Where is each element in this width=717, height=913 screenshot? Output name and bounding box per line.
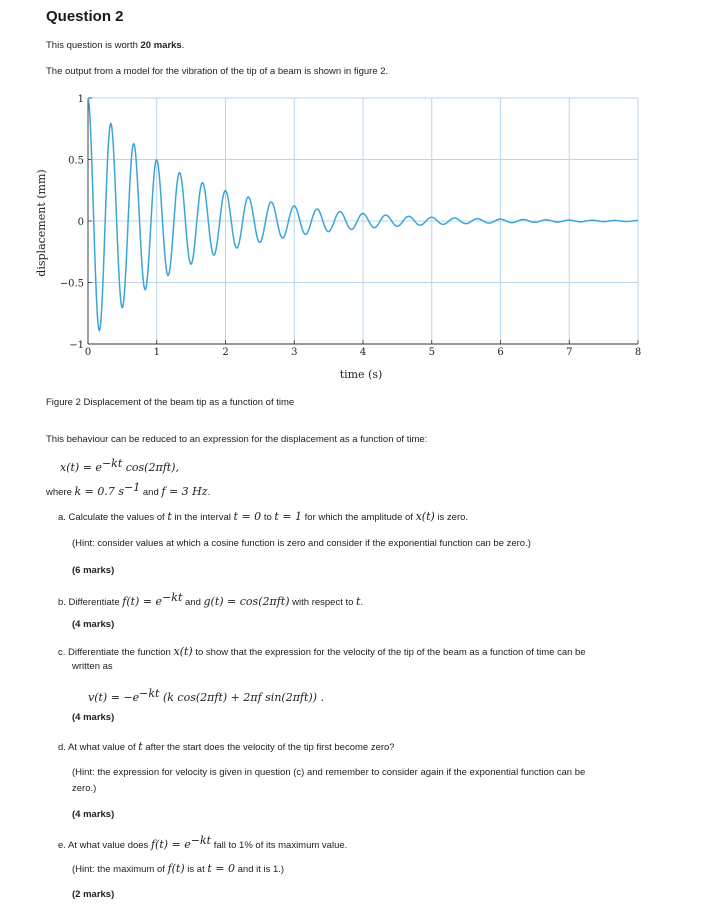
- equation-exponent: −kt: [101, 457, 123, 470]
- part-a-hint: (Hint: consider values at which a cosine function is zero and consider if the exponential function can be zero.): [72, 538, 531, 549]
- math: x(t): [415, 510, 435, 523]
- equation-rhs: cos(2πft),: [122, 461, 179, 475]
- part-a-marks: (6 marks): [72, 565, 115, 576]
- text: (Hint: the maximum of: [72, 864, 168, 875]
- y-tick-label: 0: [77, 217, 84, 228]
- part-a-question: [58, 510, 468, 523]
- math: t: [167, 510, 172, 523]
- math: g(t) = cos(2πft): [203, 595, 290, 609]
- y-tick-labels: [60, 94, 84, 351]
- text: in the interval: [171, 512, 234, 523]
- math: v(t) = −e: [88, 691, 140, 705]
- text: fall to 1% of its maximum value.: [211, 840, 348, 852]
- text: and: [182, 597, 204, 609]
- math: x(t): [173, 645, 193, 658]
- part-c-question-line2: written as: [72, 661, 113, 672]
- f-definition: f = 3 Hz: [161, 485, 208, 499]
- y-tick-label: −1: [69, 340, 84, 351]
- x-tick-label: 2: [222, 347, 229, 358]
- math: t: [356, 595, 361, 609]
- figure-intro-text: The output from a model for the vibration of the tip of a beam is shown in figure 2.: [46, 66, 389, 77]
- part-e-marks: (2 marks): [72, 889, 115, 900]
- where-suffix: .: [207, 487, 211, 499]
- math: f(t) = e: [150, 838, 191, 852]
- k-definition: k = 0.7 s: [74, 485, 125, 499]
- marks-prefix: This question is worth: [46, 40, 141, 51]
- where-and: and: [140, 487, 162, 499]
- text: is at: [184, 864, 208, 875]
- text: is zero.: [434, 512, 469, 523]
- math: f(t) = e: [122, 595, 163, 609]
- x-tick-label: 7: [566, 347, 573, 358]
- text: a. Calculate the values of: [58, 512, 168, 523]
- figure-caption: Figure 2 Displacement of the beam tip as a function of time: [46, 397, 295, 408]
- x-axis-label: time (s): [339, 368, 383, 381]
- part-e-hint: [72, 862, 284, 875]
- text: and it is 1.): [234, 864, 285, 875]
- text: to: [261, 512, 275, 523]
- part-b-question: [58, 591, 363, 608]
- behaviour-text: This behaviour can be reduced to an expression for the displacement as a function of time:: [46, 434, 428, 445]
- text: after the start does the velocity of the tip first become zero?: [142, 742, 395, 753]
- displacement-chart: [30, 88, 650, 388]
- x-tick-label: 5: [428, 347, 435, 358]
- part-e-question: [58, 834, 347, 851]
- y-tick-label: 1: [77, 94, 84, 105]
- math: t = 0: [233, 510, 262, 523]
- velocity-equation: [88, 687, 324, 704]
- math: t = 1: [274, 510, 303, 523]
- exponent: −kt: [162, 591, 183, 604]
- marks-suffix: .: [181, 40, 185, 51]
- part-d-hint-line2: zero.): [72, 783, 97, 794]
- part-c-marks: (4 marks): [72, 712, 115, 723]
- x-tick-label: 8: [634, 347, 642, 358]
- where-definition: [46, 481, 210, 498]
- text: with respect to: [289, 597, 357, 609]
- math: t: [138, 740, 143, 753]
- text: .: [360, 597, 364, 609]
- x-tick-labels: [85, 347, 641, 358]
- y-tick-label: 0.5: [68, 155, 84, 167]
- displacement-equation: [60, 457, 179, 474]
- part-d-hint: (Hint: the expression for velocity is given in question (c) and remember to consider again if the exponential function can be: [72, 767, 586, 778]
- equation-lhs: x(t) = e: [60, 461, 102, 475]
- question-heading: Question 2: [46, 8, 124, 25]
- part-d-marks: (4 marks): [72, 809, 115, 820]
- x-tick-label: 6: [497, 347, 504, 358]
- k-unit-exponent: −1: [124, 481, 141, 494]
- x-tick-label: 0: [84, 347, 92, 358]
- part-b-marks: (4 marks): [72, 619, 115, 630]
- text: c. Differentiate the function: [58, 647, 174, 658]
- part-d-question: [58, 740, 395, 753]
- math: f(t): [167, 862, 185, 875]
- chart-grid: [88, 98, 638, 344]
- marks-statement: [46, 40, 184, 51]
- y-axis-label: displacement (mm): [35, 169, 48, 277]
- text: to show that the expression for the velocity of the tip of the beam as a function of time can be: [192, 647, 586, 658]
- y-tick-label: −0.5: [59, 278, 84, 290]
- exponent: −kt: [139, 687, 160, 700]
- math: (k cos(2πft) + 2πf sin(2πft)) .: [159, 691, 324, 705]
- text: for which the amplitude of: [302, 512, 416, 523]
- x-tick-label: 1: [153, 347, 160, 358]
- where-prefix: where: [46, 487, 75, 499]
- exponent: −kt: [190, 834, 212, 847]
- x-tick-label: 4: [359, 347, 367, 358]
- text: b. Differentiate: [58, 597, 123, 609]
- part-c-question: [58, 645, 586, 658]
- math: t = 0: [207, 862, 235, 875]
- marks-value: 20 marks: [140, 40, 182, 51]
- x-tick-label: 3: [291, 347, 298, 358]
- text: e. At what value does: [58, 840, 151, 852]
- text: d. At what value of: [58, 742, 139, 753]
